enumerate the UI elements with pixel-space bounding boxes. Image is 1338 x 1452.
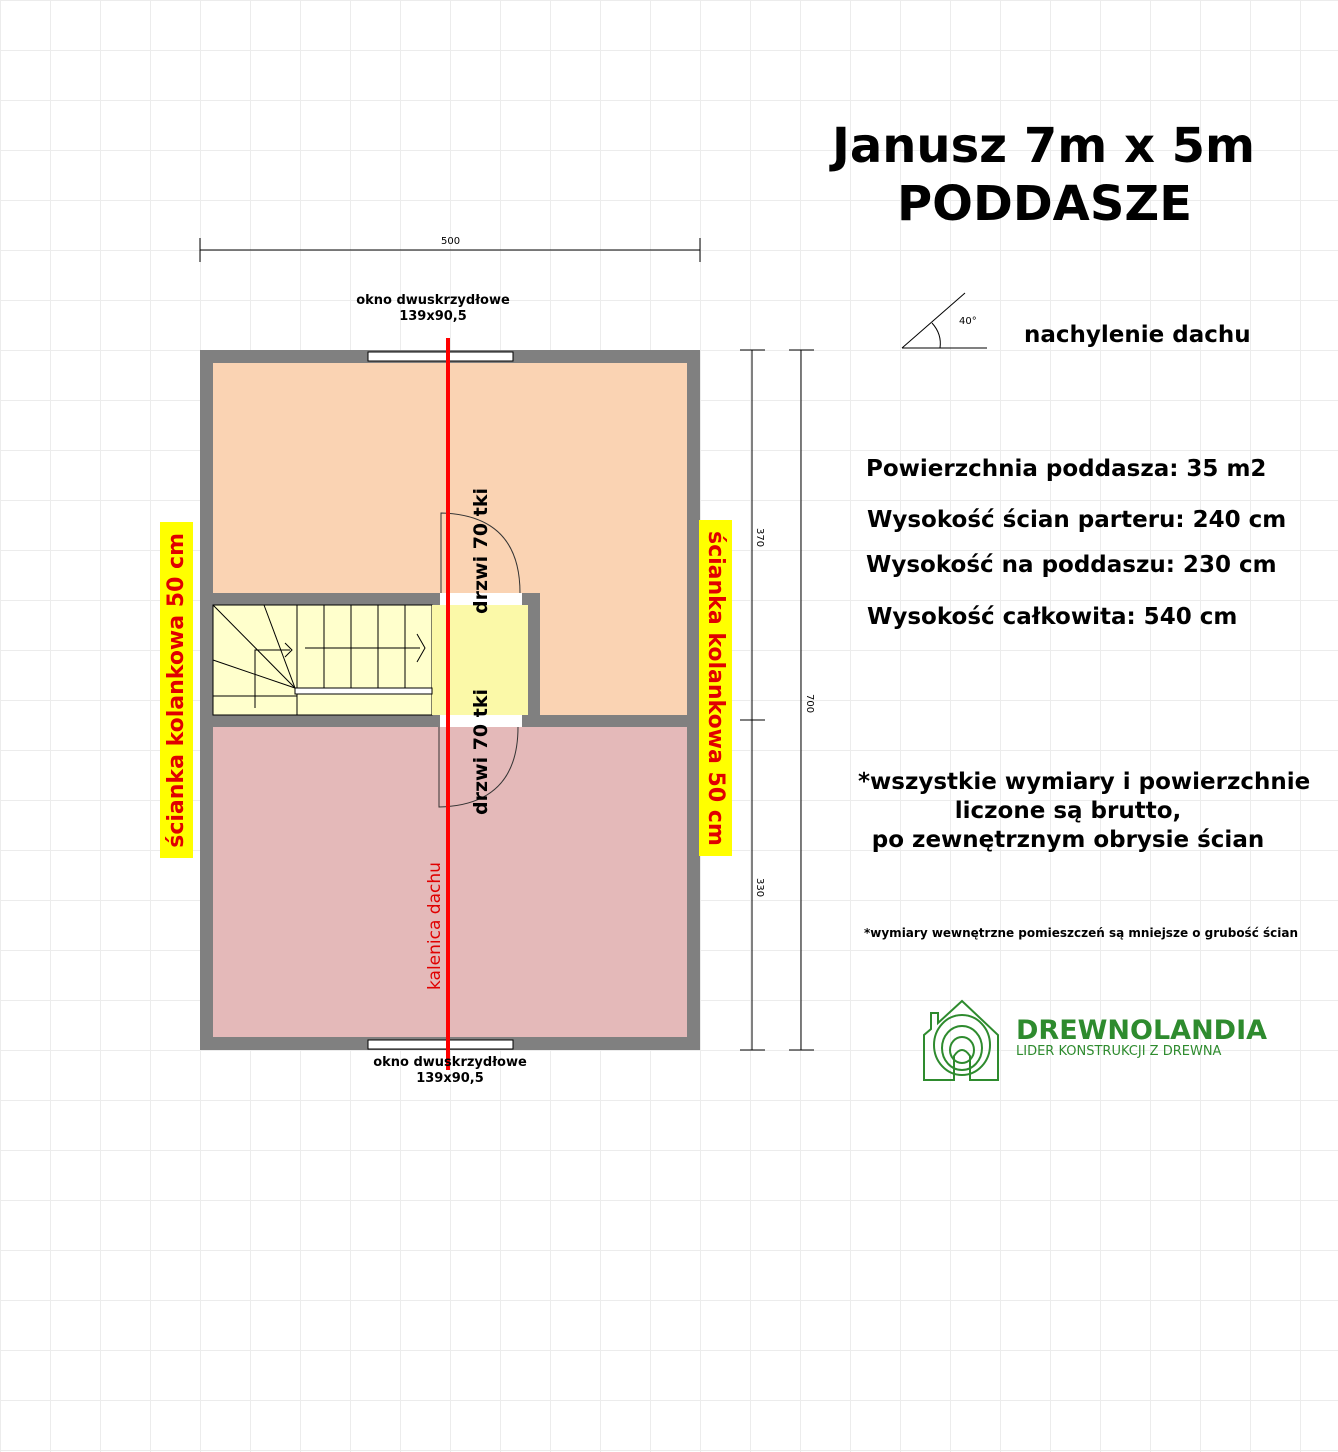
gross-note [858, 768, 1311, 855]
dim-lower: 330 [754, 878, 765, 898]
knee-wall-left [160, 522, 193, 858]
window-bottom-label [350, 1055, 550, 1087]
door-lower-label: drzwi 70 tki [470, 689, 492, 815]
small-note: *wymiary wewnętrzne pomieszczeń są mniejsze o grubość ścian [864, 926, 1299, 940]
info-area: Powierzchnia poddasza: 35 m2 [866, 456, 1267, 482]
upper-room-extension [540, 590, 687, 715]
stairs [213, 605, 432, 715]
info-total-height: Wysokość całkowita: 540 cm [867, 604, 1238, 630]
window-top-type: okno dwuskrzydłowe [356, 293, 510, 308]
logo-house-icon [924, 1001, 998, 1080]
note-line3: po zewnętrznym obrysie ścian [871, 827, 1265, 853]
window-bottom [368, 1040, 513, 1049]
window-bottom-type: okno dwuskrzydłowe [373, 1055, 527, 1070]
info-ground-height: Wysokość ścian parteru: 240 cm [867, 507, 1287, 533]
note-line1: *wszystkie wymiary i powierzchnie [858, 769, 1311, 795]
window-top-label [333, 293, 533, 325]
info-attic-height: Wysokość na poddaszu: 230 cm [866, 552, 1277, 578]
ridge-label: kalenica dachu [425, 862, 445, 990]
dim-total: 700 [804, 694, 815, 714]
knee-wall-right-label: ścianka kolankowa 50 cm [703, 530, 728, 846]
window-top [368, 352, 513, 361]
window-bottom-size: 139x90,5 [416, 1071, 484, 1086]
logo-tagline: LIDER KONSTRUKCJI Z DREWNA [1016, 1044, 1222, 1059]
dim-width: 500 [441, 236, 461, 247]
title-line2: PODDASZE [897, 176, 1192, 232]
door-upper-label: drzwi 70 tki [470, 488, 492, 614]
window-top-size: 139x90,5 [399, 309, 467, 324]
dim-upper: 370 [754, 528, 765, 548]
knee-wall-left-label: ścianka kolankowa 50 cm [164, 532, 189, 848]
roof-angle-label: 40° [959, 316, 977, 327]
note-line2: liczone są brutto, [954, 798, 1182, 824]
knee-wall-right [699, 520, 732, 856]
roof-pitch-label: nachylenie dachu [1024, 322, 1251, 348]
title-line1: Janusz 7m x 5m [832, 118, 1256, 174]
logo-name: DREWNOLANDIA [1016, 1015, 1268, 1046]
